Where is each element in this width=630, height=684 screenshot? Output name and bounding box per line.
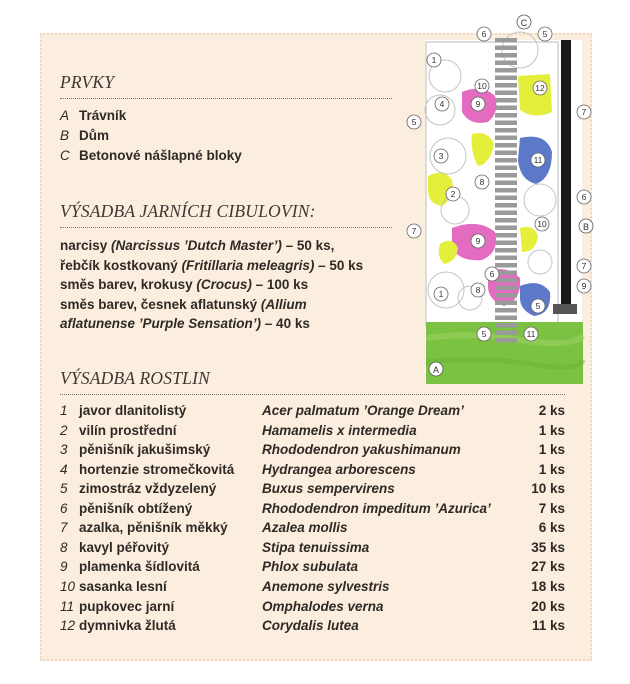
stepping-stone bbox=[495, 68, 517, 73]
plan-marker-number: 6 bbox=[489, 269, 495, 279]
plant-number: 7 bbox=[60, 520, 68, 536]
stepping-stone bbox=[495, 218, 517, 223]
plant-number: 10 bbox=[60, 578, 76, 594]
plan-marker-number: 3 bbox=[438, 151, 444, 161]
plan-marker-number: 4 bbox=[439, 99, 445, 109]
plant-quantity: 7 ks bbox=[538, 500, 565, 516]
section-title-prvky: PRVKY bbox=[60, 72, 115, 92]
stepping-stone bbox=[495, 121, 517, 126]
house-wall bbox=[561, 40, 571, 312]
plan-marker-number: 5 bbox=[411, 117, 417, 127]
prvky-item bbox=[60, 148, 242, 163]
plan-marker-number: 11 bbox=[533, 155, 543, 165]
bulb-text: – 40 ks bbox=[261, 316, 310, 331]
plan-marker-number: 5 bbox=[535, 301, 541, 311]
bulb-line bbox=[60, 275, 308, 295]
plan-marker-number: 7 bbox=[581, 107, 587, 117]
stepping-stone bbox=[495, 181, 517, 186]
plant-number: 11 bbox=[60, 598, 75, 614]
plant-latin-name: Hamamelis x intermedia bbox=[262, 422, 417, 438]
stepping-stone bbox=[495, 166, 517, 171]
stepping-stone bbox=[495, 53, 517, 58]
plant-latin-name: Azalea mollis bbox=[262, 520, 348, 536]
plant-quantity: 1 ks bbox=[538, 442, 565, 458]
stepping-stone bbox=[495, 196, 517, 201]
stepping-stone bbox=[495, 233, 517, 238]
stepping-stone bbox=[495, 173, 517, 178]
plant-number: 4 bbox=[60, 461, 68, 477]
stepping-stone bbox=[495, 316, 517, 321]
plan-marker-number: 7 bbox=[411, 226, 417, 236]
plant-czech-name: kavyl péřovitý bbox=[79, 539, 170, 555]
plant-latin-name: Stipa tenuissima bbox=[262, 539, 370, 555]
plant-czech-name: pěnišník jakušimský bbox=[79, 442, 211, 458]
plan-marker-number: 11 bbox=[526, 329, 536, 339]
prvky-item bbox=[60, 108, 126, 123]
stepping-stone bbox=[495, 278, 517, 283]
plan-marker-number: 9 bbox=[475, 99, 481, 109]
plant-quantity: 2 ks bbox=[538, 403, 565, 418]
stepping-stone bbox=[495, 293, 517, 298]
stepping-stone bbox=[495, 76, 517, 81]
stepping-stone bbox=[495, 203, 517, 208]
stepping-stone bbox=[495, 211, 517, 216]
plant-quantity: 11 ks bbox=[531, 618, 565, 634]
stepping-stone bbox=[495, 83, 517, 88]
plan-marker-number: 7 bbox=[581, 261, 587, 271]
stepping-stone bbox=[495, 248, 517, 253]
bulb-latin: aflatunense ’Purple Sensation’) bbox=[60, 316, 262, 331]
plan-marker-number: 1 bbox=[438, 289, 444, 299]
plant-quantity: 1 ks bbox=[538, 422, 565, 438]
stepping-stone bbox=[495, 128, 517, 133]
plant-quantity: 6 ks bbox=[538, 520, 565, 536]
plant-latin-name: Acer palmatum ’Orange Dream’ bbox=[262, 403, 464, 418]
plant-czech-name: pupkovec jarní bbox=[79, 598, 175, 614]
plan-marker-number: 12 bbox=[535, 83, 545, 93]
bulb-text: – 50 ks bbox=[314, 257, 364, 273]
section-title-rostliny: VÝSADBA ROSTLIN bbox=[60, 368, 210, 388]
plant-quantity: 10 ks bbox=[531, 481, 565, 497]
plant-number: 12 bbox=[60, 618, 76, 634]
prvky-label: Dům bbox=[79, 128, 109, 143]
plant-row bbox=[60, 501, 565, 521]
plant-quantity: 35 ks bbox=[531, 539, 565, 555]
stepping-stone bbox=[495, 61, 517, 66]
plant-row bbox=[60, 442, 565, 462]
bulb-line bbox=[60, 295, 307, 315]
bulb-line bbox=[60, 256, 363, 276]
plan-marker-number: 5 bbox=[542, 29, 548, 39]
label-a: A bbox=[432, 365, 440, 375]
plant-number: 8 bbox=[60, 539, 68, 555]
plant-number: 2 bbox=[60, 422, 68, 438]
plant-czech-name: zimostráz vždyzelený bbox=[79, 481, 217, 497]
stepping-stone bbox=[495, 136, 517, 141]
plant-number: 1 bbox=[60, 403, 68, 418]
plant-latin-name: Rhododendron yakushimanum bbox=[262, 442, 461, 458]
plant-czech-name: dymnivka žlutá bbox=[79, 618, 176, 634]
plan-marker-number: 1 bbox=[431, 55, 437, 65]
plant-number: 3 bbox=[60, 442, 68, 458]
stepping-stone bbox=[495, 106, 517, 111]
plan-marker-number: 6 bbox=[581, 192, 587, 202]
plant-latin-name: Buxus sempervirens bbox=[262, 481, 395, 497]
plant-row bbox=[60, 481, 565, 501]
plant-number: 9 bbox=[60, 559, 68, 575]
plant-latin-name: Anemone sylvestris bbox=[262, 578, 390, 594]
plant-quantity: 27 ks bbox=[531, 559, 565, 575]
plan-marker-number: 9 bbox=[581, 281, 587, 291]
plant-quantity: 20 ks bbox=[531, 598, 565, 614]
prvky-letter: C bbox=[60, 148, 70, 163]
plant-latin-name: Omphalodes verna bbox=[262, 598, 384, 614]
plan-marker-number: 10 bbox=[477, 81, 487, 91]
stepping-stone bbox=[495, 226, 517, 231]
plant-number: 6 bbox=[60, 500, 68, 516]
plan-marker-number: 8 bbox=[479, 177, 485, 187]
label-b: B bbox=[582, 222, 590, 232]
plan-marker-number: 10 bbox=[537, 219, 547, 229]
stepping-stone bbox=[495, 98, 517, 103]
stepping-stone bbox=[495, 91, 517, 96]
plant-latin-name: Hydrangea arborescens bbox=[262, 461, 416, 477]
yellow-bed bbox=[518, 74, 552, 116]
bulb-latin: (Crocus) bbox=[196, 277, 252, 292]
plant-row bbox=[60, 540, 565, 560]
plant-row bbox=[60, 423, 565, 443]
plant-latin-name: Corydalis lutea bbox=[262, 618, 359, 634]
plant-czech-name: javor dlanitolistý bbox=[79, 403, 187, 418]
section-divider bbox=[60, 394, 565, 395]
stepping-stone bbox=[495, 158, 517, 163]
garden-plan bbox=[400, 14, 605, 386]
plan-marker-number: 5 bbox=[481, 329, 487, 339]
stepping-stone bbox=[495, 256, 517, 261]
stepping-stones bbox=[495, 38, 517, 343]
stepping-stone bbox=[495, 143, 517, 148]
house-step bbox=[553, 304, 577, 314]
plan-marker-number: 2 bbox=[450, 189, 456, 199]
stepping-stone bbox=[495, 151, 517, 156]
plant-czech-name: vilín prostřední bbox=[79, 422, 177, 438]
stepping-stone bbox=[495, 188, 517, 193]
stepping-stone bbox=[495, 263, 517, 268]
plant-czech-name: hortenzie stromečkovitá bbox=[79, 461, 235, 477]
stepping-stone bbox=[495, 38, 517, 43]
plant-row bbox=[60, 520, 565, 540]
prvky-letter: A bbox=[60, 108, 70, 123]
bulb-text: narcisy bbox=[60, 238, 112, 253]
stepping-stone bbox=[495, 46, 517, 51]
prvky-label: Betonové nášlapné bloky bbox=[79, 148, 242, 163]
stepping-stone bbox=[495, 323, 517, 328]
plant-latin-name: Phlox subulata bbox=[262, 559, 359, 575]
plant-row bbox=[60, 618, 565, 638]
plant-number: 5 bbox=[60, 481, 68, 497]
plan-marker-number: 9 bbox=[475, 236, 481, 246]
stepping-stone bbox=[495, 338, 517, 343]
plant-row bbox=[60, 403, 565, 423]
plant-row bbox=[60, 599, 565, 619]
stepping-stone bbox=[495, 286, 517, 291]
plant-czech-name: plamenka šídlovitá bbox=[79, 559, 200, 575]
plant-czech-name: azalka, pěnišník měkký bbox=[79, 520, 228, 536]
bulb-text: – 100 ks bbox=[251, 277, 309, 292]
plant-row bbox=[60, 579, 565, 599]
stepping-stone bbox=[495, 331, 517, 336]
prvky-letter: B bbox=[60, 128, 70, 143]
stepping-stone bbox=[495, 301, 517, 306]
bulb-latin: (Narcissus ’Dutch Master’) bbox=[111, 238, 282, 253]
section-title-cibuloviny: VÝSADBA JARNÍCH CIBULOVIN: bbox=[60, 201, 316, 221]
bulb-line bbox=[60, 236, 334, 256]
bulb-text: směs barev, krokusy bbox=[60, 277, 197, 292]
bulb-text: řebčík kostkovaný bbox=[60, 257, 182, 273]
plant-row bbox=[60, 462, 565, 482]
bulb-line bbox=[60, 314, 310, 334]
stepping-stone bbox=[495, 308, 517, 313]
stepping-stone bbox=[495, 113, 517, 118]
section-divider bbox=[60, 227, 392, 228]
prvky-item bbox=[60, 128, 109, 143]
bulb-latin: (Fritillaria meleagris) bbox=[181, 257, 315, 273]
bulb-latin: (Allium bbox=[260, 296, 307, 312]
plant-quantity: 1 ks bbox=[538, 461, 565, 477]
plant-row bbox=[60, 559, 565, 579]
plan-marker-number: 8 bbox=[475, 285, 481, 295]
bulb-text: směs barev, česnek aflatunský bbox=[60, 296, 261, 312]
section-divider bbox=[60, 98, 392, 99]
plant-latin-name: Rhododendron impeditum ’Azurica’ bbox=[262, 500, 491, 516]
stepping-stone bbox=[495, 241, 517, 246]
plant-czech-name: pěnišník obtížený bbox=[79, 500, 193, 516]
plant-czech-name: sasanka lesní bbox=[79, 578, 167, 594]
prvky-label: Trávník bbox=[79, 108, 127, 123]
plant-quantity: 18 ks bbox=[531, 578, 565, 594]
bulb-text: – 50 ks, bbox=[281, 238, 335, 253]
label-c: C bbox=[520, 18, 528, 28]
plan-marker-number: 6 bbox=[481, 29, 487, 39]
